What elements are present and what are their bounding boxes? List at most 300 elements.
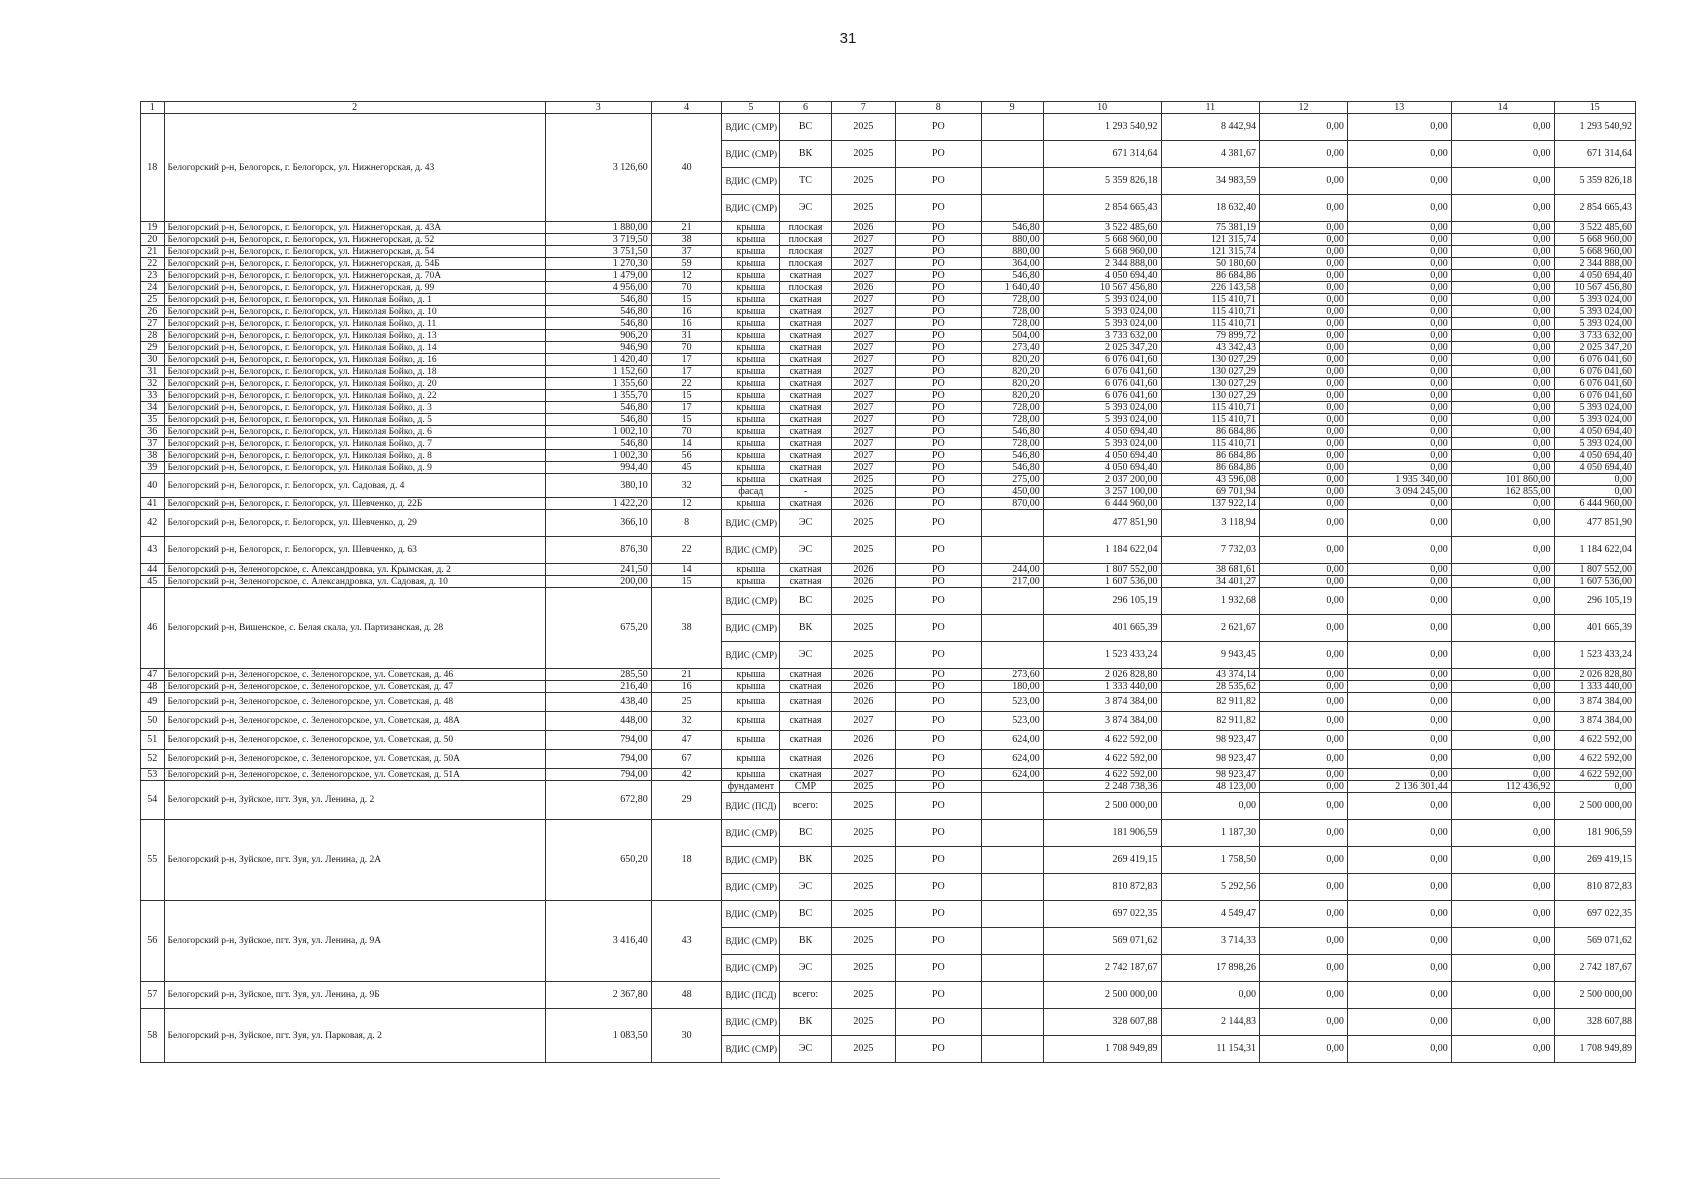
year: 2025 [831, 537, 895, 564]
work-subtype: ВС [780, 114, 831, 141]
fund-local: 0,00 [1451, 462, 1554, 474]
funding-source: РО [895, 510, 981, 537]
fund-regional: 0,00 [1347, 847, 1451, 874]
work-subtype: скатная [780, 402, 831, 414]
volume [981, 141, 1043, 168]
total-area: 675,20 [545, 588, 651, 669]
funding-source: РО [895, 390, 981, 402]
year: 2025 [831, 588, 895, 615]
row-number: 33 [141, 390, 165, 402]
volume [981, 642, 1043, 669]
fund-federal: 0,00 [1260, 874, 1348, 901]
total-cost: 4 622 592,00 [1043, 750, 1161, 769]
total-area: 1 355,70 [545, 390, 651, 402]
volume: 820,20 [981, 390, 1043, 402]
fund-regional: 0,00 [1347, 450, 1451, 462]
total-cost: 697 022,35 [1043, 901, 1161, 928]
work-subtype: ЭС [780, 874, 831, 901]
fund-owners: 671 314,64 [1554, 141, 1635, 168]
total-cost: 3 874 384,00 [1043, 693, 1161, 712]
residents-count: 17 [651, 354, 722, 366]
residents-count: 15 [651, 390, 722, 402]
fund-owners: 4 050 694,40 [1554, 462, 1635, 474]
work-subtype: ВС [780, 820, 831, 847]
work-type: ВДИС (СМР) [722, 168, 780, 195]
total-cost: 2 500 000,00 [1043, 982, 1161, 1009]
fund-local: 0,00 [1451, 510, 1554, 537]
address: Белогорский р-н, Зеленогорское, с. Зеленогорское, ул. Советская, д. 48 [164, 693, 545, 712]
year: 2025 [831, 1036, 895, 1063]
funding-source: РО [895, 330, 981, 342]
total-cost: 569 071,62 [1043, 928, 1161, 955]
table-row [141, 378, 1636, 390]
fund-owners: 6 076 041,60 [1554, 366, 1635, 378]
volume [981, 588, 1043, 615]
fund-regional: 0,00 [1347, 955, 1451, 982]
fund-owners: 5 393 024,00 [1554, 402, 1635, 414]
unit-cost: 98 923,47 [1161, 750, 1260, 769]
work-subtype: ВС [780, 588, 831, 615]
residents-count: 47 [651, 731, 722, 750]
residents-count: 15 [651, 294, 722, 306]
total-cost: 4 050 694,40 [1043, 450, 1161, 462]
year: 2027 [831, 450, 895, 462]
table-row [141, 820, 1636, 847]
work-type: крыша [722, 354, 780, 366]
residents-count: 16 [651, 318, 722, 330]
total-cost: 5 393 024,00 [1043, 414, 1161, 426]
fund-owners: 5 393 024,00 [1554, 438, 1635, 450]
column-header: 1 [141, 102, 165, 114]
volume [981, 820, 1043, 847]
column-header: 11 [1161, 102, 1260, 114]
total-area: 1 002,10 [545, 426, 651, 438]
unit-cost: 34 983,59 [1161, 168, 1260, 195]
volume: 728,00 [981, 414, 1043, 426]
volume [981, 874, 1043, 901]
work-subtype: ВК [780, 141, 831, 168]
year: 2025 [831, 982, 895, 1009]
volume: 504,00 [981, 330, 1043, 342]
total-area: 285,50 [545, 669, 651, 681]
work-type: ВДИС (СМР) [722, 928, 780, 955]
work-subtype: плоская [780, 282, 831, 294]
fund-owners: 5 359 826,18 [1554, 168, 1635, 195]
residents-count: 22 [651, 378, 722, 390]
row-number: 19 [141, 222, 165, 234]
row-number: 49 [141, 693, 165, 712]
fund-owners: 1 293 540,92 [1554, 114, 1635, 141]
fund-local: 0,00 [1451, 141, 1554, 168]
fund-federal: 0,00 [1260, 222, 1348, 234]
fund-federal: 0,00 [1260, 390, 1348, 402]
total-area: 3 751,50 [545, 246, 651, 258]
residents-count: 18 [651, 820, 722, 901]
total-area: 3 719,50 [545, 234, 651, 246]
funding-source: РО [895, 342, 981, 354]
funding-source: РО [895, 769, 981, 781]
unit-cost: 115 410,71 [1161, 438, 1260, 450]
address: Белогорский р-н, Зеленогорское, с. Зеленогорское, ул. Советская, д. 50А [164, 750, 545, 769]
total-cost: 2 025 347,20 [1043, 342, 1161, 354]
work-type: крыша [722, 378, 780, 390]
work-subtype: скатная [780, 414, 831, 426]
table-row [141, 366, 1636, 378]
fund-regional: 0,00 [1347, 642, 1451, 669]
address: Белогорский р-н, Зуйское, пгт. Зуя, ул. Парковая, д. 2 [164, 1009, 545, 1063]
unit-cost: 121 315,74 [1161, 246, 1260, 258]
work-subtype: ЭС [780, 955, 831, 982]
total-cost: 3 257 100,00 [1043, 486, 1161, 498]
unit-cost: 115 410,71 [1161, 402, 1260, 414]
table-row [141, 270, 1636, 282]
total-cost: 1 184 622,04 [1043, 537, 1161, 564]
total-cost: 2 037 200,00 [1043, 474, 1161, 486]
work-type: крыша [722, 576, 780, 588]
table-row [141, 282, 1636, 294]
fund-regional: 0,00 [1347, 378, 1451, 390]
fund-federal: 0,00 [1260, 342, 1348, 354]
fund-local: 0,00 [1451, 874, 1554, 901]
funding-source: РО [895, 564, 981, 576]
unit-cost: 4 381,67 [1161, 141, 1260, 168]
total-cost: 1 523 433,24 [1043, 642, 1161, 669]
work-subtype: скатная [780, 474, 831, 486]
fund-federal: 0,00 [1260, 669, 1348, 681]
work-type: крыша [722, 474, 780, 486]
work-type: ВДИС (СМР) [722, 510, 780, 537]
address: Белогорский р-н, Белогорск, г. Белогорск, ул. Нижнегорская, д. 52 [164, 234, 545, 246]
address: Белогорский р-н, Зеленогорское, с. Александровка, ул. Садовая, д. 10 [164, 576, 545, 588]
year: 2025 [831, 820, 895, 847]
total-cost: 4 050 694,40 [1043, 462, 1161, 474]
work-type: крыша [722, 450, 780, 462]
volume [981, 928, 1043, 955]
fund-local: 0,00 [1451, 390, 1554, 402]
fund-regional: 0,00 [1347, 669, 1451, 681]
total-cost: 6 076 041,60 [1043, 378, 1161, 390]
funding-source: РО [895, 793, 981, 820]
total-cost: 2 854 665,43 [1043, 195, 1161, 222]
address: Белогорский р-н, Белогорск, г. Белогорск, ул. Николая Бойко, д. 7 [164, 438, 545, 450]
work-type: крыша [722, 366, 780, 378]
work-subtype: ЭС [780, 1036, 831, 1063]
fund-local: 0,00 [1451, 955, 1554, 982]
volume [981, 1009, 1043, 1036]
unit-cost: 18 632,40 [1161, 195, 1260, 222]
year: 2027 [831, 414, 895, 426]
volume [981, 901, 1043, 928]
address: Белогорский р-н, Зеленогорское, с. Зеленогорское, ул. Советская, д. 46 [164, 669, 545, 681]
residents-count: 38 [651, 588, 722, 669]
address: Белогорский р-н, Белогорск, г. Белогорск, ул. Нижнегорская, д. 43 [164, 114, 545, 222]
fund-regional: 0,00 [1347, 168, 1451, 195]
row-number: 48 [141, 681, 165, 693]
work-subtype: скатная [780, 426, 831, 438]
address: Белогорский р-н, Белогорск, г. Белогорск, ул. Николая Бойко, д. 20 [164, 378, 545, 390]
row-number: 31 [141, 366, 165, 378]
residents-count: 29 [651, 781, 722, 820]
total-cost: 1 607 536,00 [1043, 576, 1161, 588]
work-subtype: ВС [780, 901, 831, 928]
fund-federal: 0,00 [1260, 681, 1348, 693]
fund-regional: 0,00 [1347, 426, 1451, 438]
fund-owners: 6 444 960,00 [1554, 498, 1635, 510]
column-header: 12 [1260, 102, 1348, 114]
column-header: 15 [1554, 102, 1635, 114]
row-number: 26 [141, 306, 165, 318]
volume: 546,80 [981, 270, 1043, 282]
total-cost: 3 733 632,00 [1043, 330, 1161, 342]
residents-count: 12 [651, 270, 722, 282]
fund-federal: 0,00 [1260, 510, 1348, 537]
unit-cost: 0,00 [1161, 982, 1260, 1009]
residents-count: 32 [651, 712, 722, 731]
row-number: 28 [141, 330, 165, 342]
work-type: ВДИС (СМР) [722, 955, 780, 982]
fund-owners: 6 076 041,60 [1554, 378, 1635, 390]
funding-source: РО [895, 462, 981, 474]
total-area: 216,40 [545, 681, 651, 693]
residents-count: 40 [651, 114, 722, 222]
row-number: 56 [141, 901, 165, 982]
fund-local: 0,00 [1451, 195, 1554, 222]
total-cost: 5 393 024,00 [1043, 318, 1161, 330]
total-area: 1 152,60 [545, 366, 651, 378]
row-number: 37 [141, 438, 165, 450]
address: Белогорский р-н, Зеленогорское, с. Зеленогорское, ул. Советская, д. 50 [164, 731, 545, 750]
address: Белогорский р-н, Белогорск, г. Белогорск, ул. Нижнегорская, д. 54 [164, 246, 545, 258]
fund-local: 0,00 [1451, 306, 1554, 318]
fund-local: 0,00 [1451, 450, 1554, 462]
fund-owners: 697 022,35 [1554, 901, 1635, 928]
fund-local: 0,00 [1451, 681, 1554, 693]
fund-owners: 0,00 [1554, 781, 1635, 793]
volume: 624,00 [981, 731, 1043, 750]
funding-source: РО [895, 258, 981, 270]
fund-regional: 0,00 [1347, 615, 1451, 642]
address: Белогорский р-н, Зеленогорское, с. Зеленогорское, ул. Советская, д. 51А [164, 769, 545, 781]
fund-federal: 0,00 [1260, 820, 1348, 847]
funding-source: РО [895, 366, 981, 378]
fund-local: 101 860,00 [1451, 474, 1554, 486]
fund-owners: 2 742 187,67 [1554, 955, 1635, 982]
row-number: 36 [141, 426, 165, 438]
fund-owners: 1 807 552,00 [1554, 564, 1635, 576]
volume: 273,40 [981, 342, 1043, 354]
fund-federal: 0,00 [1260, 731, 1348, 750]
row-number: 23 [141, 270, 165, 282]
year: 2026 [831, 564, 895, 576]
funding-source: РО [895, 982, 981, 1009]
funding-source: РО [895, 750, 981, 769]
fund-federal: 0,00 [1260, 414, 1348, 426]
funding-source: РО [895, 731, 981, 750]
volume: 217,00 [981, 576, 1043, 588]
funding-source: РО [895, 450, 981, 462]
funding-source: РО [895, 378, 981, 390]
row-number: 35 [141, 414, 165, 426]
table-row [141, 693, 1636, 712]
total-area: 906,20 [545, 330, 651, 342]
funding-source: РО [895, 318, 981, 330]
work-subtype: скатная [780, 330, 831, 342]
fund-owners: 2 500 000,00 [1554, 982, 1635, 1009]
residents-count: 22 [651, 537, 722, 564]
fund-local: 0,00 [1451, 588, 1554, 615]
address: Белогорский р-н, Зуйское, пгт. Зуя, ул. Ленина, д. 2 [164, 781, 545, 820]
unit-cost: 34 401,27 [1161, 576, 1260, 588]
residents-count: 43 [651, 901, 722, 982]
row-number: 47 [141, 669, 165, 681]
work-subtype: ЭС [780, 537, 831, 564]
residents-count: 70 [651, 282, 722, 294]
year: 2025 [831, 928, 895, 955]
unit-cost: 226 143,58 [1161, 282, 1260, 294]
total-cost: 1 333 440,00 [1043, 681, 1161, 693]
fund-owners: 269 419,15 [1554, 847, 1635, 874]
row-number: 44 [141, 564, 165, 576]
fund-federal: 0,00 [1260, 270, 1348, 282]
residents-count: 70 [651, 426, 722, 438]
fund-federal: 0,00 [1260, 168, 1348, 195]
work-type: фасад [722, 486, 780, 498]
unit-cost: 115 410,71 [1161, 306, 1260, 318]
work-subtype: всего: [780, 793, 831, 820]
table-row [141, 354, 1636, 366]
fund-federal: 0,00 [1260, 258, 1348, 270]
fund-regional: 0,00 [1347, 564, 1451, 576]
work-type: крыша [722, 438, 780, 450]
row-number: 58 [141, 1009, 165, 1063]
funding-source: РО [895, 426, 981, 438]
work-subtype: ВК [780, 615, 831, 642]
work-type: крыша [722, 712, 780, 731]
fund-owners: 1 184 622,04 [1554, 537, 1635, 564]
volume: 546,80 [981, 462, 1043, 474]
work-type: ВДИС (СМР) [722, 642, 780, 669]
total-area: 1 083,50 [545, 1009, 651, 1063]
fund-regional: 0,00 [1347, 537, 1451, 564]
volume: 523,00 [981, 693, 1043, 712]
fund-regional: 0,00 [1347, 982, 1451, 1009]
total-cost: 5 393 024,00 [1043, 306, 1161, 318]
volume: 728,00 [981, 438, 1043, 450]
fund-owners: 2 025 347,20 [1554, 342, 1635, 354]
fund-federal: 0,00 [1260, 318, 1348, 330]
fund-local: 0,00 [1451, 246, 1554, 258]
unit-cost: 5 292,56 [1161, 874, 1260, 901]
total-cost: 6 444 960,00 [1043, 498, 1161, 510]
row-number: 24 [141, 282, 165, 294]
total-cost: 2 500 000,00 [1043, 793, 1161, 820]
volume: 880,00 [981, 246, 1043, 258]
table-row [141, 781, 1636, 793]
volume: 820,20 [981, 378, 1043, 390]
unit-cost: 3 714,33 [1161, 928, 1260, 955]
work-subtype: - [780, 486, 831, 498]
volume [981, 510, 1043, 537]
total-area: 546,80 [545, 318, 651, 330]
unit-cost: 137 922,14 [1161, 498, 1260, 510]
year: 2025 [831, 847, 895, 874]
total-cost: 4 050 694,40 [1043, 270, 1161, 282]
volume [981, 537, 1043, 564]
total-area: 672,80 [545, 781, 651, 820]
work-subtype: плоская [780, 234, 831, 246]
fund-regional: 0,00 [1347, 1036, 1451, 1063]
address: Белогорский р-н, Белогорск, г. Белогорск, ул. Николая Бойко, д. 16 [164, 354, 545, 366]
total-area: 448,00 [545, 712, 651, 731]
funding-source: РО [895, 576, 981, 588]
fund-local: 0,00 [1451, 330, 1554, 342]
fund-regional: 0,00 [1347, 114, 1451, 141]
unit-cost: 115 410,71 [1161, 414, 1260, 426]
funding-source: РО [895, 1036, 981, 1063]
residents-count: 21 [651, 222, 722, 234]
work-type: крыша [722, 426, 780, 438]
total-area: 650,20 [545, 820, 651, 901]
fund-federal: 0,00 [1260, 114, 1348, 141]
fund-federal: 0,00 [1260, 474, 1348, 486]
fund-regional: 0,00 [1347, 270, 1451, 282]
row-number: 55 [141, 820, 165, 901]
year: 2027 [831, 712, 895, 731]
work-type: крыша [722, 318, 780, 330]
total-cost: 671 314,64 [1043, 141, 1161, 168]
fund-owners: 4 622 592,00 [1554, 731, 1635, 750]
total-cost: 1 807 552,00 [1043, 564, 1161, 576]
year: 2027 [831, 258, 895, 270]
total-area: 1 422,20 [545, 498, 651, 510]
fund-regional: 0,00 [1347, 750, 1451, 769]
residents-count: 70 [651, 342, 722, 354]
work-type: крыша [722, 564, 780, 576]
fund-regional: 0,00 [1347, 306, 1451, 318]
unit-cost: 1 932,68 [1161, 588, 1260, 615]
address: Белогорский р-н, Зуйское, пгт. Зуя, ул. Ленина, д. 9А [164, 901, 545, 982]
table-row [141, 588, 1636, 615]
work-type: крыша [722, 258, 780, 270]
fund-owners: 4 622 592,00 [1554, 769, 1635, 781]
work-type: ВДИС (СМР) [722, 588, 780, 615]
unit-cost: 9 943,45 [1161, 642, 1260, 669]
year: 2025 [831, 955, 895, 982]
table-row [141, 731, 1636, 750]
work-subtype: ТС [780, 168, 831, 195]
funding-source: РО [895, 588, 981, 615]
fund-owners: 3 733 632,00 [1554, 330, 1635, 342]
work-subtype: скатная [780, 306, 831, 318]
fund-local: 0,00 [1451, 378, 1554, 390]
year: 2025 [831, 141, 895, 168]
unit-cost: 115 410,71 [1161, 294, 1260, 306]
year: 2027 [831, 462, 895, 474]
year: 2027 [831, 234, 895, 246]
fund-owners: 1 708 949,89 [1554, 1036, 1635, 1063]
total-area: 876,30 [545, 537, 651, 564]
total-cost: 4 622 592,00 [1043, 769, 1161, 781]
fund-local: 0,00 [1451, 615, 1554, 642]
residents-count: 17 [651, 366, 722, 378]
address: Белогорский р-н, Белогорск, г. Белогорск, ул. Нижнегорская, д. 43А [164, 222, 545, 234]
year: 2027 [831, 294, 895, 306]
fund-regional: 0,00 [1347, 769, 1451, 781]
fund-regional: 0,00 [1347, 438, 1451, 450]
fund-federal: 0,00 [1260, 378, 1348, 390]
work-type: ВДИС (СМР) [722, 141, 780, 168]
year: 2025 [831, 474, 895, 486]
